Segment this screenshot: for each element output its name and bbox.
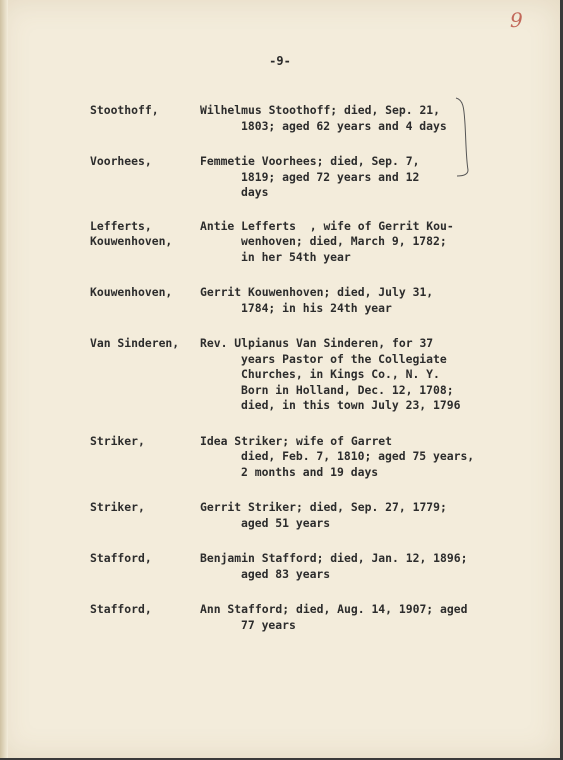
record-line: Ann Stafford; died, Aug. 14, 1907; aged xyxy=(200,602,468,616)
record-entry xyxy=(90,154,530,201)
record-line: Born in Holland, Dec. 12, 1708; xyxy=(241,382,454,397)
entry-surname: Stafford, xyxy=(90,602,152,616)
entry-surname: Van Sinderen, xyxy=(90,336,180,350)
record-line: Rev. Ulpianus Van Sinderen, for 37 xyxy=(200,336,434,350)
record-entry xyxy=(90,434,530,481)
entry-surname: Kouwenhoven, xyxy=(90,285,173,299)
record-entry xyxy=(90,551,530,582)
entry-record xyxy=(200,500,530,531)
record-line: Gerrit Striker; died, Sep. 27, 1779; xyxy=(200,500,447,514)
entry-record xyxy=(200,336,530,414)
record-line: aged 51 years xyxy=(241,515,331,530)
record-entry xyxy=(90,500,530,531)
record-line: 1819; aged 72 years and 12 xyxy=(241,169,420,184)
handwritten-page-number: 9 xyxy=(510,8,523,32)
record-line: wenhoven; died, March 9, 1782; xyxy=(241,234,447,248)
entry-surname: Striker, xyxy=(90,433,145,448)
record-line: years Pastor of the Collegiate xyxy=(241,351,447,366)
entry-surname: Stafford, xyxy=(90,551,152,565)
record-line: Gerrit Kouwenhoven; died, July 31, xyxy=(200,285,434,299)
record-entry xyxy=(90,602,530,633)
record-line: died, Feb. 7, 1810; aged 75 years, xyxy=(241,449,475,463)
record-line: in her 54th year xyxy=(241,249,351,264)
entry-surname: Striker, xyxy=(90,500,145,514)
entry-record xyxy=(200,103,530,134)
record-line: died, in this town July 23, 1796 xyxy=(241,398,461,412)
record-line: Femmetie Voorhees; died, Sep. 7, xyxy=(200,154,420,168)
entry-record xyxy=(200,285,530,316)
page-binding-edge xyxy=(0,0,8,758)
entry-surname: Lefferts, Kouwenhoven, xyxy=(90,218,173,248)
record-entry xyxy=(90,103,530,134)
page-number: -9- xyxy=(269,54,291,68)
record-line: 1784; in his 24th year xyxy=(241,300,392,315)
record-line: aged 83 years xyxy=(241,566,331,581)
record-entry xyxy=(90,336,530,414)
record-entry xyxy=(90,285,530,316)
entry-surname: Stoothoff, xyxy=(90,103,159,117)
record-line: Antie Lefferts , wife of Gerrit Kou- xyxy=(200,218,454,233)
record-line: 1803; aged 62 years and 4 days xyxy=(241,118,447,133)
entry-surname: Voorhees, xyxy=(90,154,152,168)
entry-record xyxy=(200,219,530,266)
record-line: Churches, in Kings Co., N. Y. xyxy=(241,367,440,381)
entry-record xyxy=(200,551,530,582)
record-line: Benjamin Stafford; died, Jan. 12, 1896; xyxy=(200,551,468,565)
entry-record xyxy=(200,602,530,633)
entry-record xyxy=(200,434,530,481)
entry-record xyxy=(200,154,530,201)
record-line: 2 months and 19 days xyxy=(241,464,379,479)
record-line: 77 years xyxy=(241,617,296,632)
record-line: Idea Striker; wife of Garret xyxy=(200,433,393,448)
burial-record-list xyxy=(90,103,530,653)
record-line: Wilhelmus Stoothoff; died, Sep. 21, xyxy=(200,103,441,117)
record-line: days xyxy=(241,185,269,199)
record-entry xyxy=(90,219,530,266)
